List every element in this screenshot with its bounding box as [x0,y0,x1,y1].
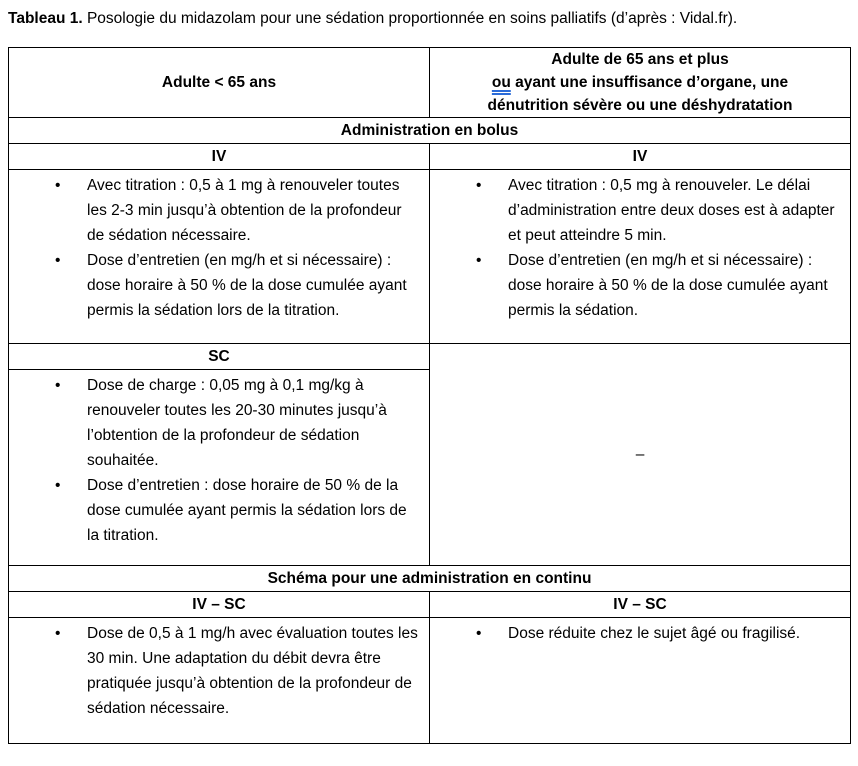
bolus-iv-route-row [9,144,851,170]
continuous-left-list [9,618,429,721]
bolus-sc-route-row [9,344,851,370]
bolus-section-row [9,118,851,144]
continuous-route-row [9,592,851,618]
bolus-section-title: Administration en bolus [9,118,851,144]
bolus-iv-right-cell [430,170,851,344]
continuous-right-list [430,618,850,646]
continuous-content-row [9,618,851,744]
header-65-line2-rest: ayant une insuffisance d’organe, une [510,74,789,91]
dosage-bullet-item: • Dose d’entretien : dose horaire de 50 % de la dose cumulée ayant permis la sédation lors de la titration. [9,473,423,548]
bolus-iv-left-list [9,170,429,323]
dosage-bullet-item: • Dose de 0,5 à 1 mg/h avec évaluation toutes les 30 min. Une adaptation du débit devra être pratiquée jusqu’à obtention de la profondeur de sédation nécessaire. [9,621,423,721]
bolus-sc-left-list [9,370,429,548]
table-caption-text: Posologie du midazolam pour une sédation proportionnée en soins palliatifs (d’après : Vidal.fr). [82,10,738,27]
bolus-iv-right-list [430,170,850,323]
route-header-iv-sc-left: IV – SC [9,592,430,618]
header-65-line3: dénutrition sévère ou une déshydratation [487,97,793,114]
continuous-left-cell [9,618,430,744]
continuous-section-title: Schéma pour une administration en continu [9,566,851,592]
bolus-iv-left-cell [9,170,430,344]
bolus-sc-right-empty-cell: – [430,344,851,566]
header-65-line1: Adulte de 65 ans et plus [551,51,729,68]
midazolam-dosing-table [8,47,851,744]
bolus-sc-left-cell [9,370,430,566]
table-caption-number: Tableau 1. [8,10,83,27]
dosage-bullet-item: • Dose d’entretien (en mg/h et si nécessaire) : dose horaire à 50 % de la dose cumulée ayant permis la sédation. [430,248,844,323]
header-row [9,48,851,118]
dosage-bullet-item: • Avec titration : 0,5 mg à renouveler. Le délai d’administration entre deux doses est à adapter et peut atteindre 5 min. [430,173,844,248]
continuous-section-row [9,566,851,592]
table-caption [8,8,850,30]
header-cell-adult-under-65: Adulte < 65 ans [9,48,430,118]
continuous-right-cell [430,618,851,744]
route-header-iv-right: IV [430,144,851,170]
route-header-sc-left: SC [9,344,430,370]
dosage-bullet-item: • Dose réduite chez le sujet âgé ou fragilisé. [430,621,844,646]
dosage-bullet-item: • Dose de charge : 0,05 mg à 0,1 mg/kg à renouveler toutes les 20-30 minutes jusqu’à l’obtention de la profondeur de sédation souhaitée. [9,373,423,473]
route-header-iv-sc-right: IV – SC [430,592,851,618]
dosage-bullet-item: • Avec titration : 0,5 à 1 mg à renouveler toutes les 2-3 min jusqu’à obtention de la profondeur de sédation nécessaire. [9,173,423,248]
route-header-iv-left: IV [9,144,430,170]
header-cell-adult-65-plus [430,48,851,118]
grammar-underlined-word: ou [491,74,511,91]
dosage-bullet-item: • Dose d’entretien (en mg/h et si nécessaire) : dose horaire à 50 % de la dose cumulée ayant permis la sédation lors de la titration. [9,248,423,323]
bolus-iv-content-row [9,170,851,344]
header-65-line2 [430,71,850,94]
